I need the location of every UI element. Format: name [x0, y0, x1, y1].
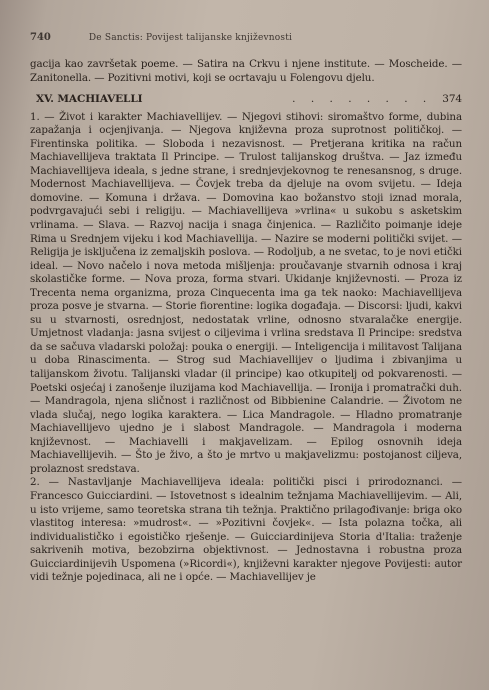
leader-dots: . . . . . . . . [292, 93, 433, 106]
running-title: De Sanctis: Povijest talijanske književnosti [88, 33, 293, 43]
page-number: 740 [30, 32, 51, 43]
section-heading [36, 93, 462, 107]
paragraph-2: 2. — Nastavljanje Machiavellijeva ideala: politički pisci i prirodoznanci. — Francesco Guicciardini. — Istovetnost s idealnim težnjama Machiavellijevim. — Ali, u isto vrijeme, samo teoretska strana tih težnja. Praktično prilagođivanje: briga oko vlastitog interesa: »mudrost«. — »Pozitivni čovjek«. — Ista polazna točka, ali individualističko i egoističko rješenje. — Guicciardinijeva Storia d'Italia: traženje sakrivenih motiva, bezobzirna objektivnost. — Jednostavna i robustna proza Guicciardinijevih Uspomena (»Ricordi«), književni karakter njegove Povijesti: autor vidi težnje pojedinaca, ali ne i opće. — Machiavellijev je [30, 476, 462, 584]
page-body [30, 58, 462, 585]
running-header [30, 32, 449, 43]
paragraph-1: 1. — Život i karakter Machiavellijev. — Njegovi stihovi: siromaštvo forme, dubina zapažanja i ocjenjivanja. — Njegova književna proza suprotnost političkoj. — Firentinska politika. — Sloboda i nezavisnost. — Pretjerana kritika na račun Machiavellijeva traktata Il Principe. — Trulost talijanskog društva. — Jaz između Machiavellijeva ideala, s jedne strane, i srednjevjekovnog te renesansnog, s druge. Modernost Machiavellijeva. — Čovjek treba da djeluje na ovom svijetu. — Ideja domovine. — Komuna i država. — Domovina kao božanstvo stoji iznad morala, podvrgavajući sebi i religiju. — Machiavellijeva »vrlina« u sukobu s asketskim vrlinama. — Slava. — Razvoj nacija i snaga činjenica. — Različito poimanje ideje Rima u Srednjem vijeku i kod Machiavellija. — Nazire se moderni politički svijet. — Religija je isključena iz zemaljskih poslova. — Rodoljub, a ne svetac, to je novi etički ideal. — Novo načelo i nova metoda mišljenja: proučavanje stvarnih odnosa i kraj skolastičke forme. — Nova proza, forma stvari. Ukidanje književnosti. — Proza iz Trecenta nema organizma, proza Cinquecenta ima ga tek naoko: Machiavellijeva proza posve je stvarna. — Storie fiorentine: logika događaja. — Discorsi: ljudi, kakvi su u stvarnosti, osrednjost, nedostatak vrline, odnosno stvaralačke energije. Umjetnost vladanja: jasna svijest o ciljevima i vrlina sredstava Il Principe: sredstva da se sačuva vladarski položaj: pouka o energiji. — Inteligencija i militavost Talijana u doba Rinascimenta. — Strog sud Machiavellijev o ljudima i zbivanjima u talijanskom životu. Talijanski vladar (il principe) kao otkupitelj od pokvarenosti. — Poetski osjećaj i zanošenje iluzijama kod Machiavellija. — Ironija i promatrački duh. — Mandragola, njena sličnost i različnost od Bibbienine Calandrie. — Životom ne vlada slučaj, nego logika karaktera. — Lica Mandragole. — Hladno promatranje Machiavellijevo ujedno je i slabost Mandragole. — Mandragola i moderna književnost. — Machiavelli i makjavelizam. — Epilog osnovnih ideja Machiavellijevih. — Što je živo, a što je mrtvo u makjavelizmu: postojanost ciljeva, prolaznost sredstava. [30, 110, 462, 475]
section-page-ref: 374 [442, 93, 462, 106]
section-title: XV. MACHIAVELLI [36, 93, 143, 106]
intro-paragraph: gacija kao završetak poeme. — Satira na Crkvu i njene institute. — Moscheide. — Zanitonella. — Pozitivni motivi, koji se ocrtavaju u Folengovu djelu. [30, 58, 462, 84]
